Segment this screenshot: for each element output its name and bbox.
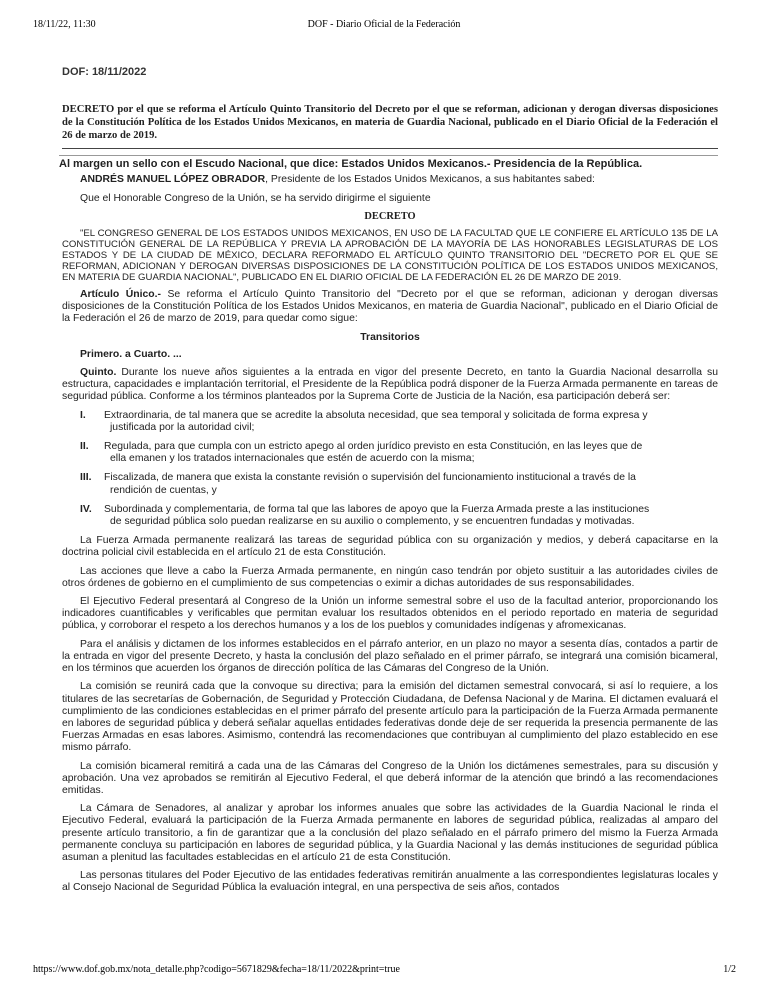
transitorios-heading: Transitorios (360, 331, 420, 343)
document-body (59, 66, 718, 901)
president-paragraph (62, 174, 718, 186)
print-datetime: 18/11/22, 11:30 (33, 19, 96, 30)
body-paragraph: La comisión se reunirá cada que la convoque su directiva; para la emisión del dictamen semestral convocará, si así lo requiere, a los titulares de las secretarías de Gobernación, de Seguridad y Protección Ciudadana, de Defensa Nacional y de Marina. El dictamen evaluará el cumplimiento de las condiciones establecidas en el primer párrafo del presente artículo para la participación de la Fuerza Armada permanente en labores de seguridad pública y deberá señalar aquellas entidades federativas donde deje de ser requerida la presencia permanente de las Fuerzas Armadas en esas labores. Asimismo, contendrá las recomendaciones que contribuyan al cumplimiento del plazo establecido en ese mismo párrafo. (62, 681, 718, 754)
print-url: https://www.dof.gob.mx/nota_detalle.php?codigo=5671829&fecha=18/11/2022&print=true (33, 964, 400, 975)
congress-paragraph: Que el Honorable Congreso de la Unión, se ha servido dirigirme el siguiente (80, 192, 431, 204)
page-number: 1/2 (723, 964, 736, 975)
list-item-number: I. (80, 409, 86, 421)
list-item (80, 472, 718, 496)
decreto-heading: DECRETO (364, 210, 416, 222)
print-page-title: DOF - Diario Oficial de la Federación (307, 19, 461, 30)
body-paragraph: El Ejecutivo Federal presentará al Congreso de la Unión un informe semestral sobre el uso de la facultad anterior, proporcionando los indicadores cuantificables y verificables que permitan evaluar los resultados obtenidos en el periodo reportado en materia de seguridad pública, y corroborar el respeto a los derechos humanos y a los de los pueblos y comunidades indígenas y afromexicanas. (62, 596, 718, 632)
margin-note: Al margen un sello con el Escudo Nacional, que dice: Estados Unidos Mexicanos.- Presidencia de la República. (59, 155, 718, 170)
body-paragraph: Las acciones que lleve a cabo la Fuerza Armada permanente, en ningún caso tendrán por objeto sustituir a las autoridades civiles de otros órdenes de gobierno en el cumplimiento de sus competencias o eximir a dichas autoridades de sus responsabilidades. (62, 565, 718, 589)
body-paragraph: La Cámara de Senadores, al analizar y aprobar los informes anuales que sobre las actividades de la Guardia Nacional le rinda el Ejecutivo Federal, evaluará la participación de la Fuerza Armada permanente en labores de seguridad pública, realizadas al amparo del presente artículo transitorio, a fin de garantizar que a la conclusión del plazo señalado en el párrafo primero del mismo la Fuerza Armada permanente concluya su participación en labores de seguridad pública, y la Guardia Nacional y las demás instituciones de seguridad pública asuman a plenitud las facultades establecidas en el artículo 21 de esta Constitución. (62, 803, 718, 863)
list-item-text: Regulada, para que cumpla con un estricto apego al orden jurídico previsto en esta Constitución, en las leyes que de ella emanen y los tratados internacionales que estén de acuerdo con la misma; (104, 441, 643, 465)
president-name: ANDRÉS MANUEL LÓPEZ OBRADOR (80, 174, 266, 186)
list-item-text: Extraordinaria, de tal manera que se acredite la absoluta necesidad, que sea temporal y solicitada de forma expresa y justificada por la autoridad civil; (104, 409, 648, 433)
caps-paragraph: "EL CONGRESO GENERAL DE LOS ESTADOS UNIDOS MEXICANOS, EN USO DE LA FACULTAD QUE LE CONFIERE EL ARTÍCULO 135 DE LA CONSTITUCIÓN GENERAL DE LA REPÚBLICA Y PREVIA LA APROBACIÓN DE LA MAYORÍA DE LAS HONORABLES LEGISLATURAS DE LOS ESTADOS Y DE LA CIUDAD DE MÉXICO, DECLARA REFORMADO EL ARTÍCULO QUINTO TRANSITORIO DEL "DECRETO POR EL QUE SE REFORMAN, ADICIONAN Y DEROGAN DIVERSAS DISPOSICIONES DE LA CONSTITUCIÓN POLÍTICA DE LOS ESTADOS UNIDOS MEXICANOS, EN MATERIA DE GUARDIA NACIONAL", PUBLICADO EN EL DIARIO OFICIAL DE LA FEDERACIÓN EL 26 DE MARZO DE 2019. (62, 228, 718, 284)
list-item-number: II. (80, 441, 89, 453)
quinto-label: Quinto. (80, 367, 117, 379)
list-item (80, 504, 718, 528)
president-text: , Presidente de los Estados Unidos Mexicanos, a sus habitantes sabed: (265, 174, 595, 186)
articulo-unico-paragraph (62, 289, 718, 326)
conditions-list (80, 410, 718, 529)
articulo-unico-label: Artículo Único.- (80, 289, 161, 301)
list-item-text: Fiscalizada, de manera que exista la constante revisión o supervisión del funcionamiento institucional a través de la rendición de cuentas, y (104, 472, 636, 496)
decree-title: DECRETO por el que se reforma el Artículo Quinto Transitorio del Decreto por el que se reforman, adicionan y derogan diversas disposiciones de la Constitución Política de los Estados Unidos Mexicanos, en materia de Guardia Nacional, publicado en el Diario Oficial de la Federación el 26 de marzo de 2019. (62, 103, 718, 149)
primero-paragraph (62, 349, 718, 361)
body-paragraph: Las personas titulares del Poder Ejecutivo de las entidades federativas remitirán anualmente a las correspondientes legislaturas locales y al Consejo Nacional de Seguridad Pública la evaluación integral, en una perspectiva de seis años, contados (62, 870, 718, 894)
list-item (80, 441, 718, 465)
dof-date: DOF: 18/11/2022 (62, 66, 147, 78)
body-paragraph: La Fuerza Armada permanente realizará las tareas de seguridad pública con su organización y medios, y deberá capacitarse en la doctrina policial civil establecida en el artículo 21 de esta Constitución. (62, 535, 718, 559)
primero-label: Primero. a Cuarto. ... (80, 348, 182, 360)
quinto-paragraph (62, 367, 718, 404)
list-item-number: III. (80, 472, 92, 484)
body-paragraph: La comisión bicameral remitirá a cada una de las Cámaras del Congreso de la Unión los dictámenes semestrales, para su discusión y aprobación. Una vez aprobados se remitirán al Ejecutivo Federal, el que deberá informar de la atención que brindó a las recomendaciones emitidas. (62, 760, 718, 796)
articulo-unico-text: Se reforma el Artículo Quinto Transitorio del "Decreto por el que se reforman, adicionan y derogan diversas disposiciones de la Constitución Política de los Estados Unidos Mexicanos, en materia de Guardia Nacional", publicado en el Diario Oficial de la Federación el 26 de marzo de 2019, para quedar como sigue: (62, 289, 718, 325)
quinto-text: Durante los nueve años siguientes a la entrada en vigor del presente Decreto, en tanto la Guardia Nacional desarrolla su estructura, capacidades e implantación territorial, el Presidente de la República podrá disponer de la Fuerza Armada permanente en tareas de seguridad pública. Conforme a los términos planteados por la Suprema Corte de Justicia de la Nación, esa participación deberá ser: (62, 367, 718, 403)
list-item-number: IV. (80, 503, 92, 515)
list-item-text: Subordinada y complementaria, de forma tal que las labores de apoyo que la Fuerza Armada preste a las instituciones de seguridad pública solo puedan realizarse en su auxilio o complemento, y se encuentren fundadas y motivadas. (104, 503, 650, 528)
list-item (80, 410, 718, 434)
body-paragraph: Para el análisis y dictamen de los informes establecidos en el párrafo anterior, en un plazo no mayor a sesenta días, contados a partir de la entrada en vigor del presente Decreto, y hasta la conclusión del plazo señalado en el primer párrafo, se integrará una comisión bicameral, en los términos que acuerden los órganos de dirección política de las Cámaras del Congreso de la Unión. (62, 638, 718, 675)
